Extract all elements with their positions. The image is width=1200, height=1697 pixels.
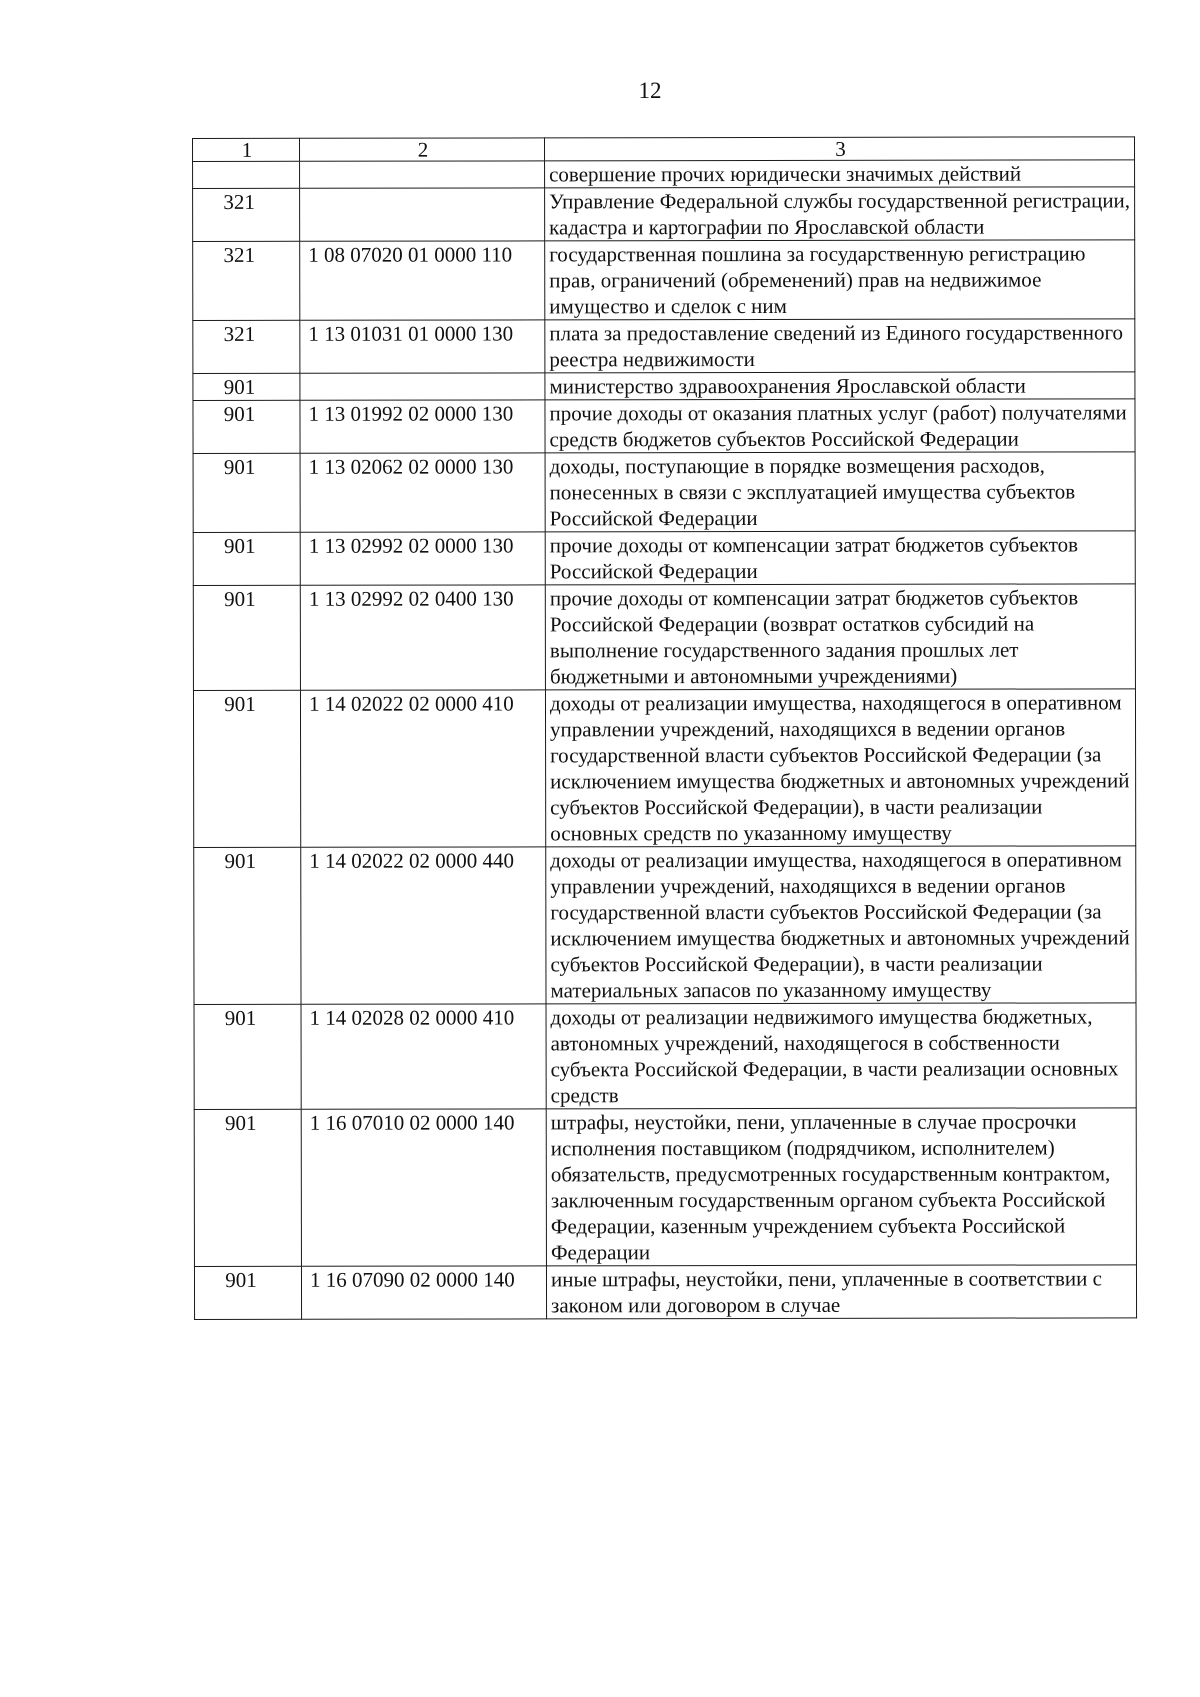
admin-code-cell: 901 [194,1109,301,1266]
table-row [194,1265,1136,1320]
revenue-code-cell: 1 16 07090 02 0000 140 [301,1266,546,1319]
revenue-code-cell: 1 16 07010 02 0000 140 [301,1109,546,1266]
header-row [193,137,1135,162]
admin-code-cell: 901 [193,400,300,453]
table-row [194,846,1136,1005]
revenue-code-cell: 1 13 02992 02 0400 130 [300,585,545,690]
revenue-name-cell: плата за предоставление сведений из Единого государственного реестра недвижимости [545,319,1135,373]
revenue-code-cell: 1 13 01031 01 0000 130 [300,320,545,373]
admin-code-cell: 901 [194,847,301,1004]
table-row [193,584,1135,691]
admin-code-cell: 321 [193,320,300,373]
revenue-name-cell: иные штрафы, неустойки, пени, уплаченные в соответствии с законом или договором в случае [546,1265,1136,1319]
admin-code-cell: 901 [194,1004,301,1109]
revenue-name-cell: Управление Федеральной службы государственной регистрации, кадастра и картографии по Ярославской области [545,187,1135,241]
table-row [193,160,1135,189]
page-number: 12 [638,78,662,103]
admin-code-cell: 321 [193,188,300,241]
revenue-name-cell: доходы от реализации недвижимого имущества бюджетных, автономных учреждений, находящегося в собственности субъекта Российской Федерации, в части реализации основных средств [546,1003,1136,1109]
revenue-code-cell: 1 14 02022 02 0000 410 [300,690,545,847]
table-row [193,531,1135,586]
revenue-codes-table [192,136,1137,1320]
admin-code-cell [193,161,300,188]
table-row [193,399,1135,454]
revenue-name-cell: государственная пошлина за государственную регистрацию прав, ограничений (обременений) прав на недвижимое имущество и сделок с ним [545,240,1135,320]
revenue-name-cell: министерство здравоохранения Ярославской области [545,372,1135,400]
revenue-name-cell: доходы, поступающие в порядке возмещения расходов, понесенных в связи с эксплуатацией имущества субъектов Российской Федерации [545,452,1135,532]
table-row [193,452,1135,533]
revenue-name-cell: штрафы, неустойки, пени, уплаченные в случае просрочки исполнения поставщиком (подрядчиком, исполнителем) обязательств, предусмотренных государственным контрактом, заключенным государственным органом субъекта Российской Федерации, казенным учреждением субъекта Российской Федерации [546,1108,1136,1266]
revenue-name-cell: доходы от реализации имущества, находящегося в оперативном управлении учреждений, находящихся в ведении органов государственной власти субъектов Российской Федерации (за исключением имущества бюджетных и автономных учреждений субъектов Российской Федерации), в части реализации материальных запасов по указанному имуществу [546,846,1136,1004]
admin-code-cell: 901 [194,1266,301,1319]
revenue-code-cell: 1 14 02028 02 0000 410 [301,1004,546,1109]
revenue-code-cell: 1 08 07020 01 0000 110 [300,241,545,320]
table-row [194,1108,1136,1267]
admin-code-cell: 321 [193,241,300,320]
column-header-3: 3 [545,137,1135,161]
column-header-1: 1 [193,138,300,161]
admin-code-cell: 901 [193,373,300,400]
revenue-code-cell: 1 13 02992 02 0000 130 [300,532,545,585]
admin-code-cell: 901 [193,690,300,847]
revenue-code-cell: 1 13 02062 02 0000 130 [300,453,545,532]
table-row [193,187,1135,242]
revenue-name-cell: прочие доходы от компенсации затрат бюджетов субъектов Российской Федерации (возврат остатков субсидий на выполнение государственного задания прошлых лет бюджетными и автономными учреждениями) [545,584,1135,690]
table-row [193,689,1135,848]
revenue-name-cell: совершение прочих юридически значимых действий [545,160,1135,188]
revenue-code-cell [300,188,545,241]
table-row [193,372,1135,401]
table-row [194,1003,1136,1110]
admin-code-cell: 901 [193,532,300,585]
revenue-code-cell [300,161,545,188]
admin-code-cell: 901 [193,585,300,690]
revenue-name-cell: прочие доходы от оказания платных услуг (работ) получателями средств бюджетов субъектов Российской Федерации [545,399,1135,453]
revenue-code-cell: 1 14 02022 02 0000 440 [301,847,546,1004]
revenue-code-cell [300,373,545,400]
column-header-2: 2 [300,138,545,161]
table-row [193,319,1135,374]
admin-code-cell: 901 [193,453,300,532]
revenue-name-cell: прочие доходы от компенсации затрат бюджетов субъектов Российской Федерации [545,531,1135,585]
revenue-code-cell: 1 13 01992 02 0000 130 [300,400,545,453]
table-row [193,240,1135,321]
revenue-name-cell: доходы от реализации имущества, находящегося в оперативном управлении учреждений, находящихся в ведении органов государственной власти субъектов Российской Федерации (за исключением имущества бюджетных и автономных учреждений субъектов Российской Федерации), в части реализации основных средств по указанному имуществу [545,689,1135,847]
